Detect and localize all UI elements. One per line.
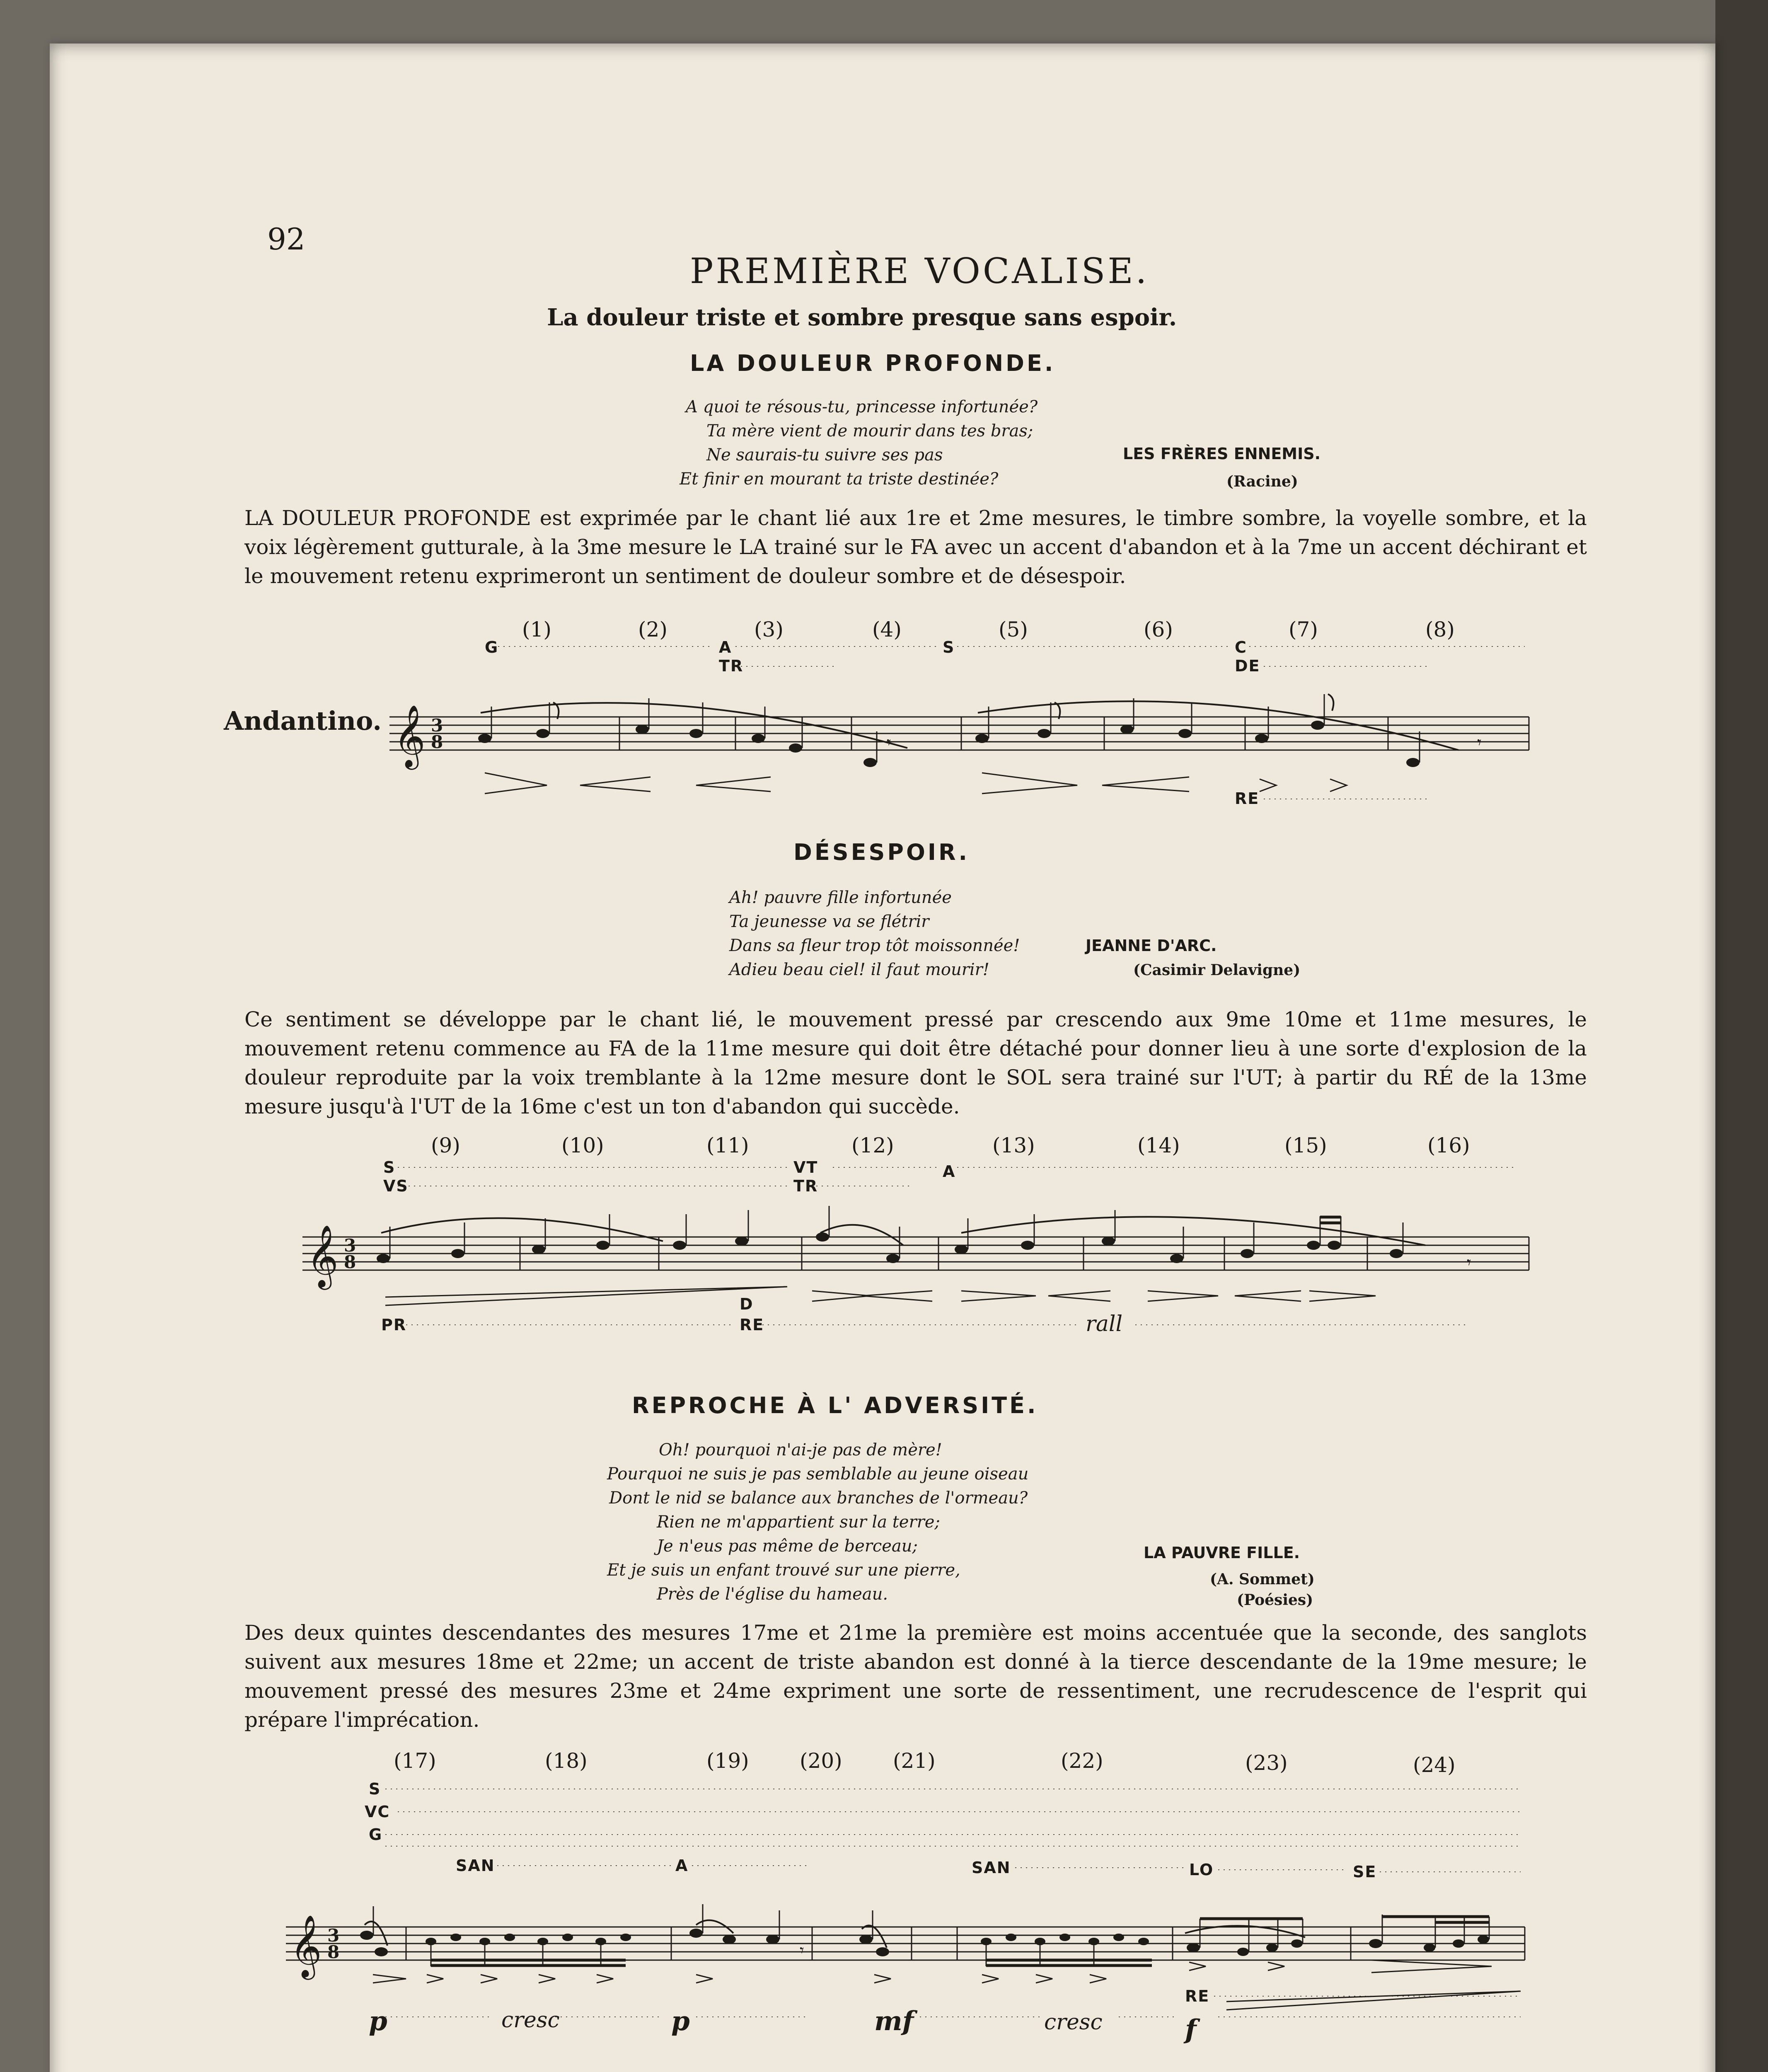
section3-verse-1: Oh! pourquoi n'ai-je pas de mère!	[659, 1440, 942, 1460]
svg-text:3: 3	[327, 1925, 340, 1946]
section2-verse-1: Ah! pauvre fille infortunée	[729, 888, 952, 907]
measure-number: (4)	[872, 617, 902, 641]
vocal-mark: LO	[1189, 1861, 1214, 1879]
section1-verse-2: Ta mère vient de mourir dans tes bras;	[706, 421, 1033, 441]
rall-marking: rall	[1086, 1312, 1123, 1336]
measure-number: (2)	[638, 617, 668, 641]
svg-text:𝄞: 𝄞	[394, 704, 426, 767]
measure-number: (8)	[1425, 617, 1455, 641]
section1-paragraph: LA DOULEUR PROFONDE est exprimée par le chant lié aux 1re et 2me mesures, le timbre sombre, la voyelle sombre, et la voix légèrement gutturale, à la 3me mesure le LA trainé sur le FA avec un accent d'abandon et à la 7me un accent déchirant et le mouvement retenu exprimeront un sentiment de douleur sombre et de désespoir.	[244, 506, 1587, 588]
measure-number: (24)	[1413, 1753, 1456, 1777]
section1-heading: LA DOULEUR PROFONDE.	[690, 350, 1056, 376]
vocal-mark: DE	[1235, 657, 1260, 675]
measure-number: (10)	[561, 1133, 604, 1157]
vocal-mark: A	[675, 1857, 689, 1875]
section1-verse-1: A quoi te résous-tu, princesse infortunée?	[686, 397, 1038, 416]
svg-text:8: 8	[431, 732, 443, 752]
section3-verse-3: Dont le nid se balance aux branches de l'ormeau?	[609, 1489, 1028, 1508]
page-title: PREMIÈRE VOCALISE.	[690, 251, 1149, 291]
section3-author-collection: (Poésies)	[1237, 1591, 1313, 1609]
dynamic-marking: cresc	[501, 2008, 560, 2033]
section2-verse-4: Adieu beau ciel! il faut mourir!	[729, 960, 989, 979]
vocal-mark: VC	[365, 1803, 390, 1821]
section3-author: (A. Sommet)	[1210, 1571, 1315, 1588]
svg-text:𝄾: 𝄾	[887, 733, 891, 752]
svg-text:𝄞: 𝄞	[307, 1224, 339, 1287]
vocal-mark: S	[943, 638, 955, 656]
page-number: 92	[267, 222, 305, 257]
score-page	[50, 44, 1715, 2072]
section3-paragraph: Des deux quintes descendantes des mesures 17me et 21me la première est moins accentuée que la seconde, des sanglots suivent aux mesures 18me et 22me; un accent de triste abandon est donné à la tierce descendante de la 19me mesure; le mouvement pressé des mesures 23me et 24me expriment une sorte de ressentiment, une recrudescence de l'esprit qui prépare l'imprécation.	[244, 1621, 1587, 1732]
measure-number: (22)	[1061, 1749, 1103, 1773]
measure-number: (14)	[1137, 1133, 1180, 1157]
book-edge-shadow	[1715, 0, 1768, 2072]
vocal-mark: G	[485, 638, 499, 656]
vocal-mark: VT	[793, 1158, 818, 1176]
measure-number: (6)	[1144, 617, 1173, 641]
measure-number: (12)	[851, 1133, 894, 1157]
tempo-marking: Andantino.	[224, 706, 382, 736]
vocal-mark: RE	[1185, 1987, 1210, 2005]
measure-number: (20)	[800, 1749, 842, 1773]
vocal-mark: TR	[793, 1177, 818, 1195]
svg-text:8: 8	[327, 1942, 340, 1962]
measure-number: (15)	[1284, 1133, 1327, 1157]
svg-text:3: 3	[431, 715, 443, 736]
svg-text:𝄾: 𝄾	[1477, 733, 1482, 752]
measure-number: (23)	[1245, 1751, 1288, 1775]
vocal-mark: SAN	[972, 1859, 1011, 1877]
section3-heading: REPROCHE À L' ADVERSITÉ.	[632, 1392, 1038, 1418]
section3-source: LA PAUVRE FILLE.	[1144, 1544, 1300, 1562]
section1-source: LES FRÈRES ENNEMIS.	[1123, 445, 1321, 463]
vocal-mark: PR	[381, 1316, 407, 1334]
section2-source: JEANNE D'ARC.	[1086, 937, 1217, 955]
measure-number: (17)	[394, 1749, 436, 1773]
section1-author: (Racine)	[1226, 473, 1298, 490]
vocal-mark: RE	[740, 1316, 764, 1334]
music-staff-system-3	[50, 44, 1715, 2072]
vocal-mark: RE	[1235, 789, 1260, 808]
section1-verse-3: Ne saurais-tu suivre ses pas	[706, 445, 943, 465]
measure-number: (11)	[706, 1133, 749, 1157]
section2-verse-2: Ta jeunesse va se flétrir	[729, 912, 929, 931]
section2-paragraph: Ce sentiment se développe par le chant lié, le mouvement pressé par crescendo aux 9me 10me et 11me mesures, le mouvement retenu commence au FA de la 11me mesure qui doit être détaché pour donner lieu à une sorte d'explosion de la douleur reproduite par la voix tremblante à la 12me mesure dont le SOL sera trainé sur l'UT; à partir du RÉ de la 13me mesure jusqu'à l'UT de la 16me c'est un ton d'abandon qui succède.	[244, 1007, 1587, 1118]
vocal-mark: VS	[383, 1177, 409, 1195]
dynamic-marking: p	[369, 2006, 387, 2037]
measure-number: (13)	[992, 1133, 1035, 1157]
dynamic-marking: mf	[874, 2006, 914, 2037]
measure-number: (7)	[1289, 617, 1318, 641]
measure-number: (5)	[999, 617, 1028, 641]
vocal-mark: SAN	[456, 1857, 495, 1875]
measure-number: (21)	[893, 1749, 936, 1773]
section3-verse-4: Rien ne m'appartient sur la terre;	[657, 1513, 940, 1532]
vocal-mark: A	[719, 638, 732, 656]
dynamic-marking: cresc	[1044, 2010, 1103, 2035]
measure-number: (3)	[754, 617, 784, 641]
svg-text:𝄾: 𝄾	[800, 1941, 804, 1960]
vocal-mark: C	[1235, 638, 1247, 656]
svg-text:3: 3	[344, 1235, 356, 1256]
svg-text:8: 8	[344, 1252, 356, 1272]
dynamic-marking: f	[1185, 2014, 1197, 2045]
vocal-mark: TR	[719, 657, 744, 675]
page-subtitle: La douleur triste et sombre presque sans espoir.	[547, 304, 1177, 331]
measure-number: (19)	[706, 1749, 749, 1773]
vocal-mark: G	[369, 1825, 383, 1844]
section1-verse-4: Et finir en mourant ta triste destinée?	[680, 470, 999, 489]
vocal-mark: SE	[1353, 1863, 1377, 1881]
vocal-mark: S	[369, 1780, 381, 1798]
vocal-mark: S	[383, 1158, 396, 1176]
vocal-mark: A	[943, 1162, 956, 1181]
section2-heading: DÉSESPOIR.	[793, 839, 970, 865]
svg-text:𝄾: 𝄾	[1467, 1253, 1471, 1272]
section3-verse-6: Et je suis un enfant trouvé sur une pierre,	[607, 1561, 960, 1580]
dynamic-marking: p	[671, 2006, 690, 2037]
section2-author: (Casimir Delavigne)	[1133, 961, 1301, 979]
svg-text:𝄞: 𝄞	[290, 1914, 322, 1977]
section3-verse-5: Je n'eus pas même de berceau;	[657, 1537, 918, 1556]
measure-number: (18)	[545, 1749, 588, 1773]
measure-number: (9)	[431, 1133, 460, 1157]
section3-verse-2: Pourquoi ne suis je pas semblable au jeune oiseau	[607, 1464, 1029, 1484]
measure-number: (16)	[1427, 1133, 1470, 1157]
measure-number: (1)	[522, 617, 551, 641]
section2-verse-3: Dans sa fleur trop tôt moissonnée!	[729, 936, 1020, 955]
section3-verse-7: Près de l'église du hameau.	[657, 1585, 888, 1604]
vocal-mark: D	[740, 1295, 754, 1313]
